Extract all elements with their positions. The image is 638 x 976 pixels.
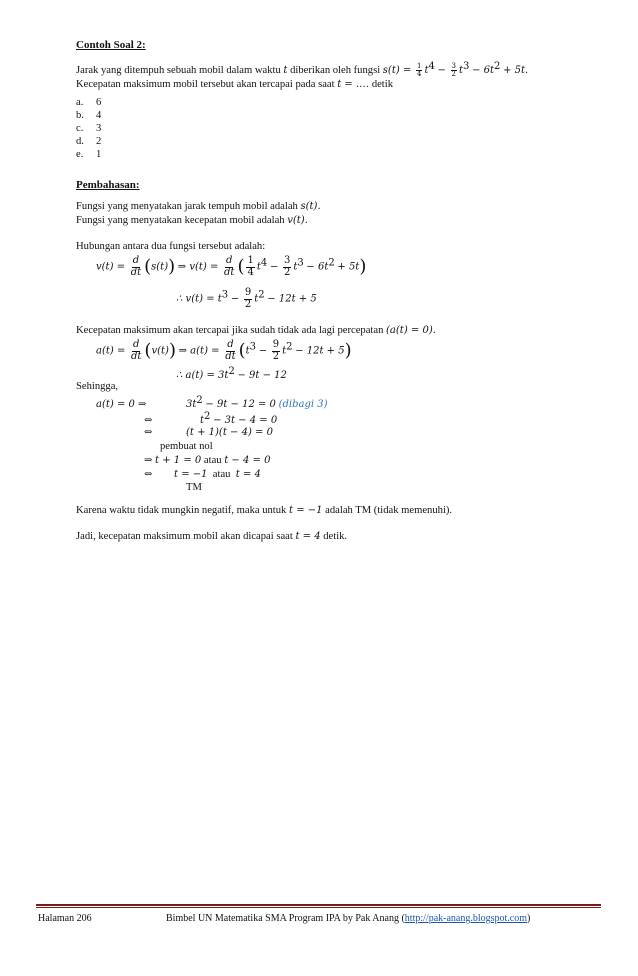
conclusion-line: Jadi, kecepatan maksimum mobil akan dicapai saat t = 4 detik. (76, 531, 348, 542)
solution-title: Pembahasan: (76, 179, 140, 191)
footer-book-info: Bimbel UN Matematika SMA Program IPA by Pak Anang (http://pak-anang.blogspot.com) (166, 913, 531, 924)
option-d: d. 2 (76, 136, 102, 147)
karena-line: Karena waktu tidak mungkin negatif, maka untuk t = −1 adalah TM (tidak memenuhi). (76, 505, 453, 516)
step-2: ⇔ $t^2 - 3t - 4 = 0$ (144, 411, 278, 426)
fraction-three-halves: $\frac{3}{2}$ (451, 61, 457, 79)
question-line-2: Kecepatan maksimum mobil tersebut akan tercapai pada saat t = .… detik (76, 79, 393, 90)
option-b: b. 4 (76, 110, 102, 121)
footer-link[interactable]: http://pak-anang.blogspot.com (404, 913, 527, 924)
footer-divider (36, 904, 601, 906)
step-3: ⇔ (t + 1)(t − 4) = 0 (144, 427, 273, 438)
option-a: a. 6 (76, 97, 102, 108)
option-e: e. 1 (76, 149, 102, 160)
v-result: ∴ $v(t) = t^3$ − $\frac{9}{2}$ $t^2 - 12t + 5$ (176, 287, 317, 310)
a-derivative-equation: a(t) = $\frac{d}{dt}$ (v(t)) ⇒ a(t) = $\frac{d}{dt}$ ($t^3$ − $\frac{9}{2}$ $t^2 - 12t + 5$) (96, 339, 352, 362)
tm-label: TM (186, 482, 202, 493)
footer-divider-thin (36, 907, 601, 908)
pembuat-nol-label: pembuat nol (160, 441, 213, 452)
a-result: ∴ $a(t) = 3t^2 - 9t - 12$ (176, 366, 287, 381)
step-1: a(t) = 0 ⇒ $3t^2 - 9t - 12 = 0$ (dibagi 3) (96, 395, 328, 410)
fraction-one-quarter: $\frac{1}{4}$ (416, 61, 422, 79)
relation-line: Hubungan antara dua fungsi tersebut adalah: (76, 241, 266, 252)
divide-note: (dibagi 3) (278, 399, 328, 410)
step-4: ⇒ t + 1 = 0 atau t − 4 = 0 (144, 455, 271, 466)
solution-v-line: Fungsi yang menyatakan kecepatan mobil adalah v(t). (76, 215, 308, 226)
acceleration-condition-line: Kecepatan maksimum akan tercapai jika sudah tidak ada lagi percepatan (a(t) = 0). (76, 325, 436, 336)
step-5: ⇔ t = −1 atau t = 4 (144, 469, 261, 480)
sehingga-label: Sehingga, (76, 381, 119, 392)
question-line-1: Jarak yang ditempuh sebuah mobil dalam waktu t diberikan oleh fungsi s(t) = $\frac{1}{4}$ $t^4$ − $\frac{3}{2}$ $t^3 - 6t^2 + 5t$. (76, 61, 529, 79)
option-c: c. 3 (76, 123, 102, 134)
example-title: Contoh Soal 2: (76, 39, 146, 51)
solution-s-line: Fungsi yang menyatakan jarak tempuh mobil adalah s(t). (76, 201, 321, 212)
footer-page-number: Halaman 206 (38, 913, 92, 924)
v-derivative-equation: v(t) = $\frac{d}{dt}$ (s(t)) ⇒ v(t) = $\frac{d}{dt}$ ( $\frac{1}{4}$ $t^4$ − $\frac{3}{2}$ $t^3 - 6t^2 + 5t$) (96, 255, 367, 278)
